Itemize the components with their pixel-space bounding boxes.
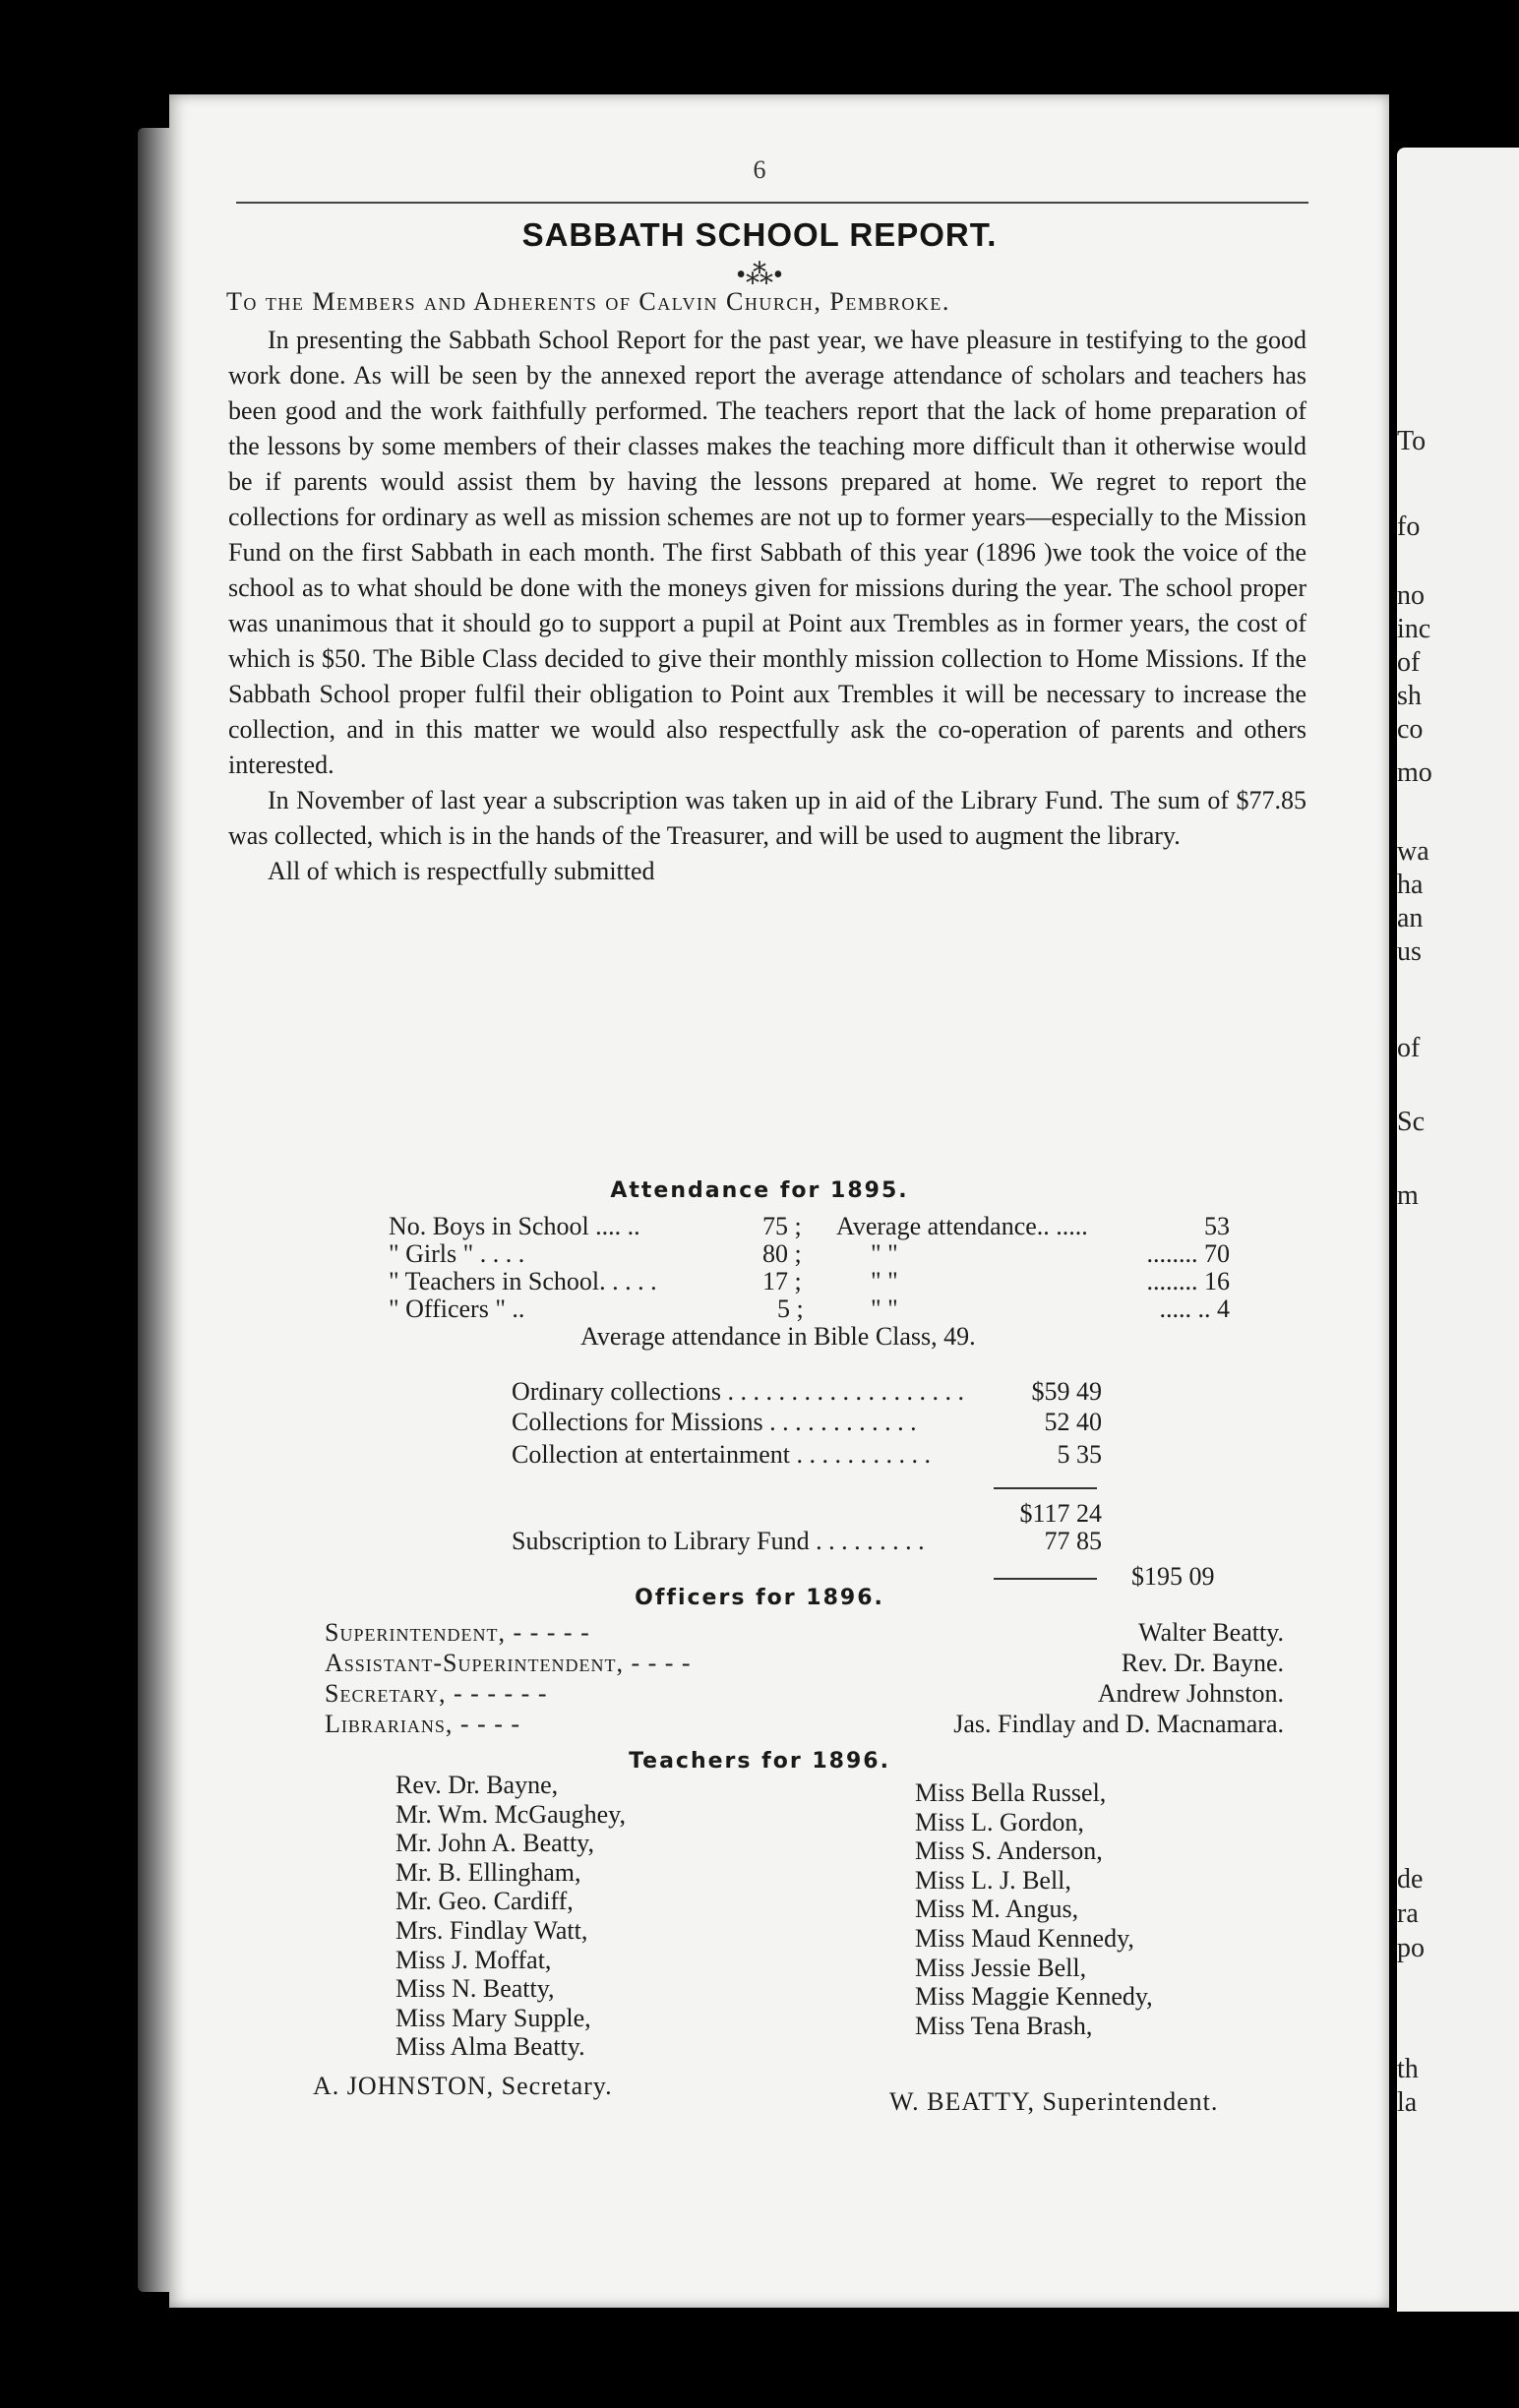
subtotal-rule — [994, 1487, 1097, 1489]
page-edge-shadow — [138, 128, 169, 2292]
average-label: " " — [871, 1267, 898, 1295]
attendance-heading: Attendance for 1895. — [610, 1178, 909, 1203]
bible-class-attendance: Average attendance in Bible Class, 49. — [580, 1322, 976, 1351]
next-page-fragment: an — [1397, 903, 1424, 933]
teacher-name: Miss J. Moffat, — [395, 1945, 552, 1974]
next-page-fragment: de — [1397, 1864, 1424, 1895]
finance-label: Ordinary collections . . . . . . . . . . . . . . . . . . . — [512, 1377, 964, 1406]
next-page-fragment: po — [1397, 1933, 1425, 1963]
next-page-fragment: fo — [1397, 512, 1421, 542]
grand-total: $195 09 — [1131, 1562, 1215, 1591]
officer-role: Superintendent, - - - - - — [325, 1618, 590, 1647]
attendance-label: " Teachers in School. . . . . — [389, 1267, 657, 1295]
average-label: " " — [871, 1294, 898, 1323]
teacher-name: Miss Maggie Kennedy, — [915, 1982, 1153, 2012]
secretary-signature: A. JOHNSTON, Secretary. — [313, 2072, 613, 2100]
teacher-name: Miss L. J. Bell, — [915, 1865, 1071, 1895]
teacher-name: Mrs. Findlay Watt, — [395, 1915, 588, 1945]
teacher-name: Mr. John A. Beatty, — [395, 1829, 594, 1858]
attendance-count: 17 ; — [762, 1267, 802, 1295]
teacher-name: Miss Mary Supple, — [395, 2003, 591, 2032]
teachers-list-left — [395, 1771, 626, 2062]
attendance-label: " Officers " .. — [389, 1294, 525, 1323]
next-page-fragment: th — [1397, 2054, 1419, 2084]
officer-role: Assistant-Superintendent, - - - - — [325, 1649, 692, 1677]
finance-amount: 5 35 — [1057, 1440, 1102, 1469]
next-page-fragment: us — [1397, 936, 1422, 967]
average-value: ........ 70 — [1146, 1239, 1230, 1268]
average-label: " " — [871, 1239, 898, 1268]
next-page-fragment: m — [1397, 1180, 1419, 1211]
report-paragraph: In November of last year a subscription was taken up in aid of the Library Fund. The sum of $77.85 was collected, which is in the hands of the Treasurer, and will be used to augment the library. — [228, 786, 1306, 850]
teacher-name: Miss L. Gordon, — [915, 1807, 1084, 1836]
report-paragraph: In presenting the Sabbath School Report for the past year, we have pleasure in testifying to the good work done. As will be seen by the annexed report the average attendance of scholars and teachers has been good and the work faithfully performed. The teachers report that the lack of home preparation of the lessons by some members of their classes makes the teaching more difficult than it otherwise would be if parents would assist them by having the lessons prepared at home. We regret to report the collections for ordinary as well as mission schemes are not up to former years—especially to the Mission Fund on the first Sabbath in each month. The first Sabbath of this year (1896 )we took the voice of the school as to what should be done with the moneys given for missions during the year. The school proper was unanimous that it should go to support a pupil at Point aux Trembles as in former years, the cost of which is $50. The Bible Class decided to give their monthly mission collection to Home Missions. If the Sabbath School proper fulfil their obligation to Point aux Trembles it will be necessary to increase the collection, and in this matter we would also respectfully ask the co-operation of parents and others interested. — [228, 326, 1306, 779]
next-page-fragment: ra — [1397, 1898, 1419, 1929]
header-rule — [236, 202, 1308, 204]
officers-heading: Officers for 1896. — [635, 1586, 884, 1610]
teacher-name: Miss Tena Brash, — [915, 2011, 1093, 2040]
officer-name: Walter Beatty. — [1138, 1618, 1284, 1647]
attendance-count: 5 ; — [777, 1294, 804, 1323]
average-value: ........ 16 — [1146, 1267, 1230, 1295]
teacher-name: Mr. B. Ellingham, — [395, 1857, 581, 1887]
salutation: To the Members and Adherents of Calvin Church, Pembroke. — [226, 287, 950, 316]
finance-subtotal: $117 24 — [1019, 1499, 1102, 1528]
teacher-name: Miss N. Beatty, — [395, 1974, 555, 2004]
finance-amount: 77 85 — [1044, 1527, 1102, 1555]
average-value: 53 — [1204, 1212, 1230, 1240]
teacher-name: Miss M. Angus, — [915, 1895, 1079, 1924]
teacher-name: Miss Bella Russel, — [915, 1778, 1107, 1807]
facing-page — [1397, 148, 1519, 2312]
page-number: 6 — [753, 155, 766, 184]
teacher-name: Miss S. Anderson, — [915, 1836, 1103, 1866]
next-page-fragment: sh — [1397, 681, 1422, 711]
next-page-fragment: To — [1397, 426, 1427, 456]
officer-role: Librarians, - - - - — [325, 1710, 521, 1738]
attendance-count: 80 ; — [762, 1239, 802, 1268]
teacher-name: Mr. Geo. Cardiff, — [395, 1887, 574, 1916]
next-page-fragment: inc — [1397, 614, 1431, 644]
teacher-name: Mr. Wm. McGaughey, — [395, 1799, 626, 1829]
teacher-name: Rev. Dr. Bayne, — [395, 1771, 559, 1799]
next-page-fragment: ha — [1397, 870, 1424, 900]
finance-label: Collections for Missions . . . . . . . . . . . . — [512, 1408, 917, 1436]
teacher-name: Miss Alma Beatty. — [395, 2032, 585, 2062]
next-page-fragment: la — [1397, 2087, 1418, 2118]
teachers-heading: Teachers for 1896. — [629, 1749, 890, 1774]
officer-name: Jas. Findlay and D. Macnamara. — [953, 1710, 1284, 1738]
officer-name: Andrew Johnston. — [1097, 1679, 1284, 1708]
teachers-list-right — [915, 1778, 1153, 2040]
next-page-fragment: no — [1397, 580, 1425, 611]
attendance-count: 75 ; — [762, 1212, 802, 1240]
officer-name: Rev. Dr. Bayne. — [1121, 1649, 1284, 1677]
superintendent-signature: W. BEATTY, Superintendent. — [889, 2087, 1219, 2116]
page-title: SABBATH SCHOOL REPORT. — [521, 216, 998, 253]
officer-role: Secretary, - - - - - - — [325, 1679, 548, 1708]
report-body — [228, 323, 1306, 889]
next-page-fragment: co — [1397, 714, 1424, 745]
title-ornament: •⁂• — [736, 260, 783, 290]
total-rule — [994, 1578, 1097, 1580]
finance-amount: 52 40 — [1044, 1408, 1102, 1436]
next-page-fragment: wa — [1397, 836, 1429, 867]
next-page-fragment: Sc — [1397, 1107, 1425, 1137]
next-page-fragment: of — [1397, 1033, 1421, 1063]
attendance-label: No. Boys in School .... .. — [389, 1212, 640, 1240]
next-page-fragment: of — [1397, 647, 1421, 678]
average-label: Average attendance.. ..... — [836, 1212, 1088, 1240]
report-paragraph: All of which is respectfully submitted — [268, 857, 655, 885]
teacher-name: Miss Maud Kennedy, — [915, 1923, 1134, 1953]
teacher-name: Miss Jessie Bell, — [915, 1953, 1087, 1982]
finance-amount: $59 49 — [1031, 1377, 1102, 1406]
next-page-fragment: mo — [1397, 757, 1432, 788]
finance-label: Subscription to Library Fund . . . . . . . . . — [512, 1527, 925, 1555]
average-value: ..... .. 4 — [1159, 1294, 1230, 1323]
attendance-label: " Girls " . . . . — [389, 1239, 525, 1268]
finance-label: Collection at entertainment . . . . . . . . . . . — [512, 1440, 932, 1469]
